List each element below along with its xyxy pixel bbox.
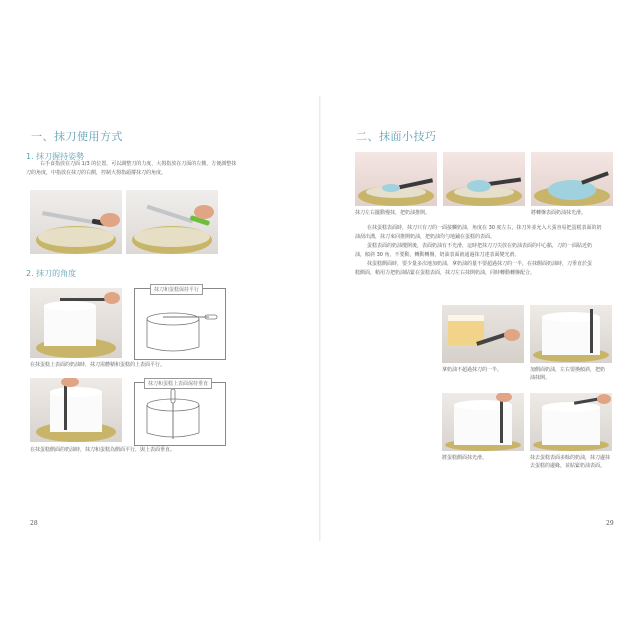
caption-bottom-right-2: 去蛋糕的邊緣，並貼緊奶油表面。 — [530, 463, 606, 469]
body-line-5: 抹蛋糕側面時，要少量多次地加奶油，拿奶油的量不要超過抹刀的一半，在抹側面奶油時，刀垂直於蛋 — [367, 261, 593, 267]
right-page — [322, 96, 624, 541]
caption-parallel: 在抹蛋糕上表面的奶油時，抹刀需體積和蛋糕的上表面平行。 — [30, 362, 166, 368]
body-line-6: 糕側面，稍用力把奶油貼緊在蛋糕表面，抹刀左右抹開奶油，同時轉動轉盤配合。 — [355, 270, 536, 276]
page-number-right: 29 — [606, 520, 614, 527]
caption-top-right: 將轉盤表面奶油抹光滑。 — [531, 210, 587, 216]
section1-body-line2: 刀的角度，中指放在抹刀的右側，控制大拇指頭撐抹刀的角度。 — [26, 170, 167, 176]
photo-spatula-grip-1 — [30, 190, 122, 254]
photo-spatula-vertical — [30, 378, 122, 442]
caption-mid-left: 拿奶油不超過抹刀的一半。 — [442, 367, 503, 373]
body-line-2: 油刮出溝，抹刀來回推開奶油，把奶油均勻地鋪在蛋糕的表面。 — [355, 234, 496, 240]
caption-bottom-left: 將蛋糕側面抹光滑。 — [442, 455, 488, 461]
left-page-heading: 一、抹刀使用方式 — [31, 130, 123, 143]
section1-title: 1. 抹刀握持姿勢 — [26, 152, 85, 161]
body-line-4: 油，傾斜 30 角，不要動，轉動轉盤，奶油表面就通過抹刀達表面變光滑。 — [355, 252, 520, 258]
caption-vertical: 在抹蛋糕側面的奶油時，抹刀和蛋糕為側面平行，與上表面垂直。 — [30, 447, 176, 453]
diagram-parallel — [134, 288, 226, 360]
book-spine — [319, 96, 321, 541]
photo-take-cream — [442, 305, 524, 363]
diagram-vertical-label: 抹刀和蛋糕上表面保持垂直 — [144, 378, 212, 389]
caption-top-left: 抹刀左右擺動慢抹，把奶油推開。 — [355, 210, 431, 216]
page-number-left: 28 — [30, 520, 38, 527]
caption-mid-right-1: 加側面奶油，左右要換傾斜，把奶 — [530, 367, 606, 373]
photo-spread-cream-1 — [355, 152, 437, 206]
diagram-parallel-label: 抹刀和蛋糕保持平行 — [150, 284, 203, 295]
right-page-heading: 二、抹面小技巧 — [356, 130, 437, 143]
photo-side-cream — [530, 305, 612, 363]
photo-finish-edge — [530, 393, 612, 451]
diagram-vertical — [134, 382, 226, 446]
photo-smooth-surface — [531, 152, 613, 206]
left-page — [16, 96, 318, 541]
photo-smooth-side — [442, 393, 524, 451]
caption-mid-right-2: 油抹開。 — [530, 375, 551, 381]
photo-spatula-parallel — [30, 288, 122, 358]
body-line-1: 在抹蛋糕表面時，抹刀只有刀的一面接觸奶油，角度在 30 度左右，抹刀外並允入大張容易把蛋糕表面的奶 — [367, 225, 602, 231]
section1-body-line1: 右手食指放在刀面 1/3 的位置，可以調整刀的力度，大拇指放在刀面的左側，方便調整抹 — [40, 161, 237, 167]
section2-title: 2. 抹刀的角度 — [26, 269, 77, 278]
caption-bottom-right-1: 抹去蛋糕表面多餘的奶油，抹刀邊抹 — [530, 455, 611, 461]
body-line-3: 蛋糕表面的奶油攪開後，表面奶油有不光滑，這時把抹刀刀尖放在奶油表面的中心點，刀的一面貼近奶 — [367, 243, 593, 249]
photo-spread-cream-2 — [443, 152, 525, 206]
photo-spatula-grip-2 — [126, 190, 218, 254]
